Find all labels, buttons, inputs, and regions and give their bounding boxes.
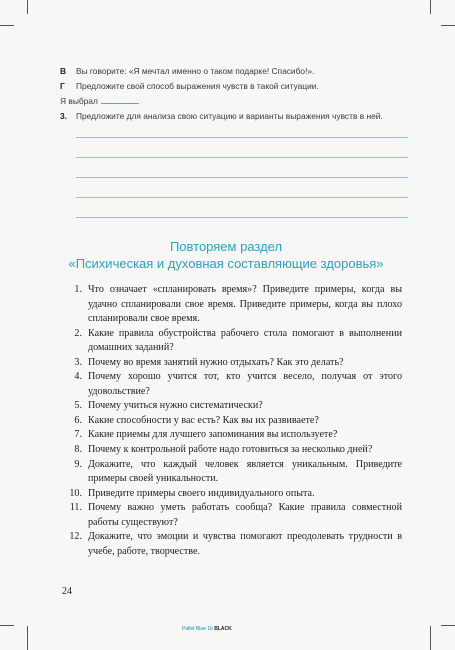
question-number: 3. (74, 356, 82, 368)
question-text: Почему учиться нужно систематически? (88, 400, 263, 412)
crop-mark (441, 25, 455, 26)
list-item (62, 370, 402, 399)
list-item (62, 487, 402, 502)
footer-black-label: BLACK (214, 626, 232, 632)
task-text: Предложите для анализа свою ситуацию и варианты выражения чувств в ней. (76, 111, 383, 121)
task-g (60, 81, 319, 91)
answer-blank[interactable] (101, 96, 139, 104)
question-text: Почему важно уметь работать сообща? Какие правила совместной работы существуют? (88, 502, 402, 528)
answer-line[interactable] (76, 157, 408, 158)
question-number: 7. (74, 429, 82, 441)
question-text: Почему во время занятий нужно отдыхать? Как это делать? (88, 356, 344, 368)
crop-mark (441, 625, 455, 626)
answer-line[interactable] (76, 217, 408, 218)
crop-mark (27, 626, 28, 650)
question-text: Почему к контрольной работе надо готовиться за несколько дней? (88, 444, 373, 456)
crop-mark (0, 625, 14, 626)
question-text: Что означает «спланировать время»? Приведите примеры, когда вы удачно спланировали свое время. Приведите примеры, когда вы плохо спланировали свое время. (88, 284, 402, 325)
crop-mark (27, 0, 28, 14)
question-text: Докажите, что каждый человек является уникальным. Приведите примеры своей уникальности. (88, 458, 402, 485)
chosen-label: Я выбрал (60, 96, 98, 106)
task-v (60, 66, 314, 76)
question-number: 1. (74, 284, 82, 295)
question-number: 4. (74, 371, 82, 383)
crop-mark (430, 626, 431, 650)
section-title-line2: «Психическая и духовная составляющие здоровья» (68, 256, 384, 271)
list-item (62, 327, 402, 356)
answer-line[interactable] (76, 137, 408, 138)
question-number: 8. (74, 444, 82, 456)
list-item (62, 283, 402, 327)
crop-mark (0, 25, 14, 26)
question-number: 12. (69, 531, 82, 543)
question-text: Какие правила обустройства рабочего стола помогают в выполнении домашних заданий? (88, 327, 402, 354)
footer-color-label: Pallet Blue 1b (182, 626, 213, 632)
question-number: 5. (74, 400, 82, 412)
list-item (62, 356, 402, 371)
answer-lines[interactable] (76, 137, 408, 237)
question-number: 2. (74, 327, 82, 339)
task-key: Г (60, 81, 65, 91)
list-item (62, 501, 402, 530)
question-text: Какие приемы для лучшего запоминания вы используете? (88, 429, 338, 441)
section-title-line1: Повторяем раздел (169, 239, 283, 254)
question-number: 9. (74, 458, 82, 470)
task-3 (60, 111, 383, 121)
crop-mark (430, 0, 431, 14)
task-text: Предложите свой способ выражения чувств в такой ситуации. (76, 81, 319, 91)
task-text: Вы говорите: «Я мечтал именно о таком подарке! Спасибо!». (76, 66, 315, 76)
question-number: 11. (69, 502, 82, 514)
page-number: 24 (62, 586, 72, 597)
list-item (62, 458, 402, 487)
list-item (62, 399, 402, 414)
question-text: Почему хорошо учится тот, кто учится весело, получая от этого удовольствие? (88, 371, 402, 397)
print-footer (182, 626, 232, 632)
list-item (62, 530, 402, 559)
question-text: Докажите, что эмоции и чувства помогают преодолевать трудности в учебе, работе, творчестве. (88, 531, 402, 557)
chosen-line (60, 96, 139, 106)
question-list (62, 283, 402, 559)
answer-line[interactable] (76, 197, 408, 198)
question-text: Приведите примеры своего индивидуального опыта. (88, 487, 315, 499)
question-text: Какие способности у вас есть? Как вы их развиваете? (88, 414, 319, 426)
list-item (62, 443, 402, 458)
question-number: 10. (69, 487, 82, 499)
list-item (62, 428, 402, 443)
answer-line[interactable] (76, 177, 408, 178)
task-key: В (60, 66, 67, 76)
task-key: 3. (60, 111, 67, 121)
question-number: 6. (74, 414, 82, 426)
list-item (62, 414, 402, 429)
